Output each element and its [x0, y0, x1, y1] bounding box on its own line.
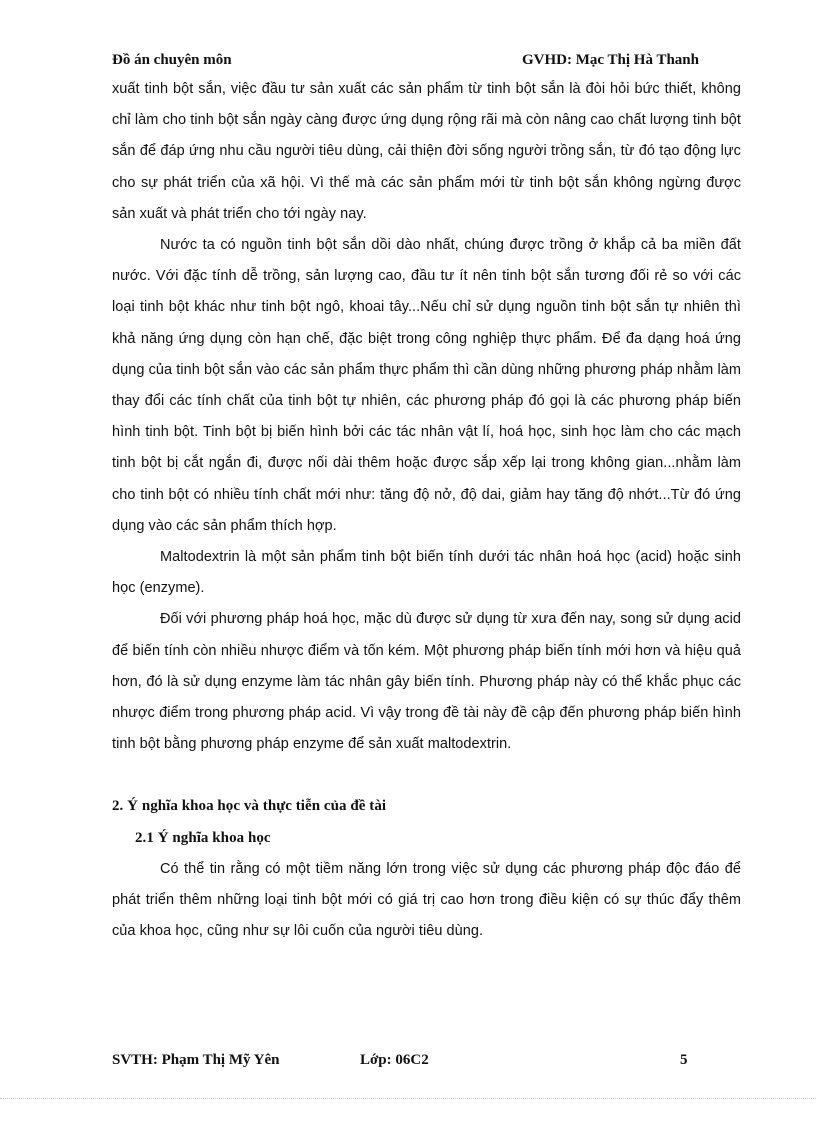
paragraph-enzyme-method: Đối với phương pháp hoá học, mặc dù được sử dụng từ xưa đến nay, song sử dụng acid để biến tính còn nhiều nhược điểm và tốn kém. Một phương pháp biến tính mới hơn và hiệu quả hơn, đó là sử dụng enzyme làm tác nhân gây biến tính. Phương pháp này có thể khắc phục các nhược điểm trong phương pháp acid. Vì vậy trong đề tài này đề cập đến phương pháp biến hình tinh bột bằng phương pháp enzyme để sản xuất maltodextrin. — [112, 611, 741, 753]
footer-class: Lớp: 06C2 — [360, 1052, 429, 1068]
header-document-type: Đồ án chuyên môn — [112, 52, 232, 68]
footer-student-name: SVTH: Phạm Thị Mỹ Yên — [112, 1052, 280, 1068]
paragraph-scientific-significance: Có thể tin rằng có một tiềm năng lớn trong việc sử dụng các phương pháp độc đáo để phát triển thêm những loại tinh bột mới có giá trị cao hơn trong điều kiện có sự thúc đẩy thêm của khoa học, cũng như sự lôi cuốn của người tiêu dùng. — [112, 860, 741, 940]
header-advisor: GVHD: Mạc Thị Hà Thanh — [522, 52, 699, 68]
page-footer — [112, 1052, 724, 1074]
page-body — [112, 74, 741, 947]
subsection-heading: 2.1 Ý nghĩa khoa học — [135, 829, 271, 846]
page-number: 5 — [680, 1052, 688, 1068]
section-heading: 2. Ý nghĩa khoa học và thực tiễn của đề tài — [112, 798, 387, 815]
paragraph-continuation: xuất tinh bột sắn, việc đầu tư sản xuất các sản phẩm từ tinh bột sắn là đòi hỏi bức thiết, không chỉ làm cho tinh bột sắn ngày càng được ứng dụng rộng rãi mà còn nâng cao chất lượng tinh bột sắn để đáp ứng nhu cầu người tiêu dùng, cải thiện đời sống người trồng sắn, từ đó tạo động lực cho sự phát triển của xã hội. Vì thế mà các sản phẩm mới từ tinh bột sắn không ngừng được sản xuất và phát triển cho tới ngày nay. — [112, 81, 741, 222]
page-header — [112, 52, 724, 74]
paragraph-maltodextrin-definition: Maltodextrin là một sản phẩm tinh bột biến tính dưới tác nhân hoá học (acid) hoặc sinh học (enzyme). — [112, 549, 741, 597]
page-bottom-divider — [0, 1098, 816, 1099]
paragraph-cassava-starch-source: Nước ta có nguồn tinh bột sắn dồi dào nhất, chúng được trồng ở khắp cả ba miền đất nước. Với đặc tính dễ trồng, sản lượng cao, đầu tư ít nên tinh bột sắn tương đối rẻ so với các loại tinh bột khác như tinh bột ngô, khoai tây...Nếu chỉ sử dụng nguồn tinh bột sắn tự nhiên thì khả năng ứng dụng còn hạn chế, đặc biệt trong công nghiệp thực phẩm. Để đa dạng hoá ứng dụng của tinh bột sắn vào các sản phẩm thực phẩm thì cần dùng những phương pháp nhằm làm thay đổi các tính chất của tinh bột tự nhiên, các phương pháp đó gọi là các phương pháp biến hình tinh bột. Tinh bột bị biến hình bởi các tác nhân vật lí, hoá học, sinh học làm cho các mạch tinh bột bị cắt ngắn đi, được nối dài thêm hoặc được sắp xếp lại trong không gian...nhằm làm cho tinh bột có nhiều tính chất mới như: tăng độ nở, độ dai, giảm hay tăng độ nhớt...Từ đó ứng dụng vào các sản phẩm thích hợp. — [112, 237, 741, 534]
